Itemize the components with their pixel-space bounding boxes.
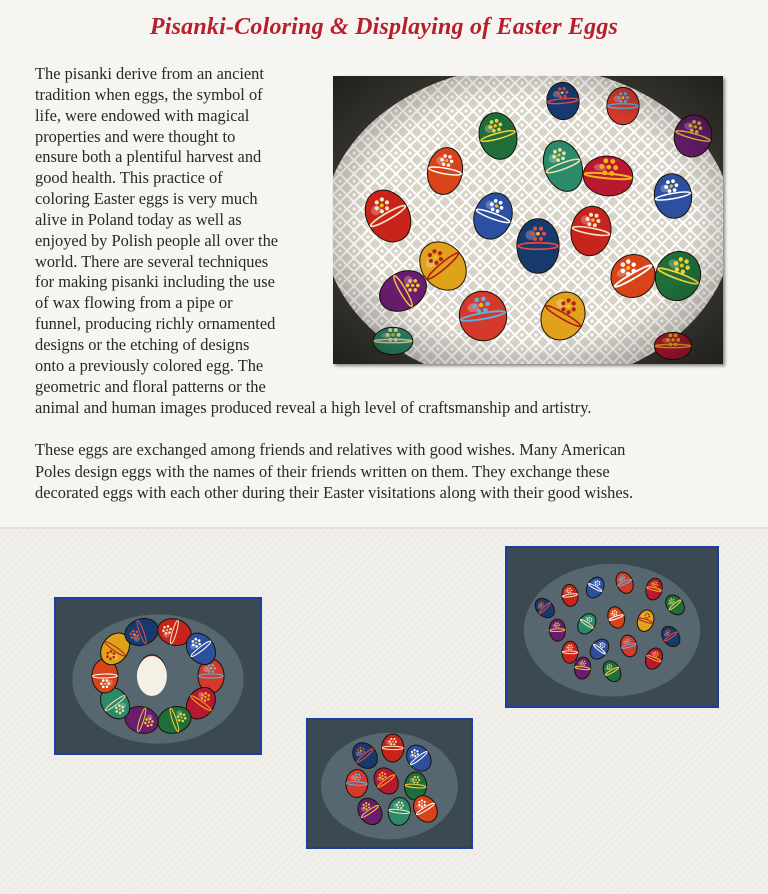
egg-cluster-illustration: [308, 720, 471, 847]
egg-wreath-illustration: [56, 599, 260, 753]
text-line: geometric and floral patterns or the: [35, 376, 266, 396]
text-line: world. There are several techniques: [35, 251, 269, 271]
text-line: properties and were thought to: [35, 126, 236, 146]
painted-egg: [382, 734, 404, 762]
text-line: decorated eggs with each other during their Easter visitations along with their good wishes.: [35, 483, 634, 502]
text-line: alive in Poland today as well as: [35, 209, 242, 229]
white-center-egg: [137, 656, 167, 696]
text-line: coloring Easter eggs is very much: [35, 189, 258, 209]
text-line: of wax flowing from a pipe or: [35, 293, 233, 313]
text-line: designs or the etching of designs: [35, 334, 250, 354]
text-line: These eggs are exchanged among friends and relatives with good wishes. Many American: [35, 440, 626, 459]
text-line: for making pisanki including the use: [35, 272, 275, 292]
intro-paragraph: [35, 64, 320, 398]
text-line: tradition when eggs, the symbol of: [35, 84, 263, 104]
text-line: enjoyed by Polish people all over the: [35, 230, 279, 250]
text-line: good health. This practice of: [35, 168, 223, 188]
text-line: onto a previously colored egg. The: [35, 355, 264, 375]
exchange-paragraph: [35, 439, 745, 504]
intro-paragraph-tail: animal and human images produced reveal a high level of craftsmanship and artistry.: [35, 398, 592, 417]
text-line: life, were endowed with magical: [35, 105, 250, 125]
page-title: Pisanki-Coloring & Displaying of Easter Eggs: [149, 14, 619, 40]
text-line: The pisanki derive from an ancient: [35, 64, 264, 83]
text-line: Poles design eggs with the names of their friends written on them. They exchange these: [35, 461, 610, 481]
egg-display-photo-center: [306, 718, 473, 849]
egg-display-photo-left: [54, 597, 262, 755]
painted-egg: [562, 641, 579, 664]
text-line: funnel, producing richly ornamented: [35, 314, 276, 334]
text-line: ensure both a plentiful harvest and: [35, 147, 262, 167]
egg-scatter-illustration: [507, 548, 717, 706]
basket-of-painted-eggs-photo: [333, 76, 723, 364]
egg-display-photo-right: [505, 546, 719, 708]
basket-eggs-illustration: [333, 76, 723, 364]
